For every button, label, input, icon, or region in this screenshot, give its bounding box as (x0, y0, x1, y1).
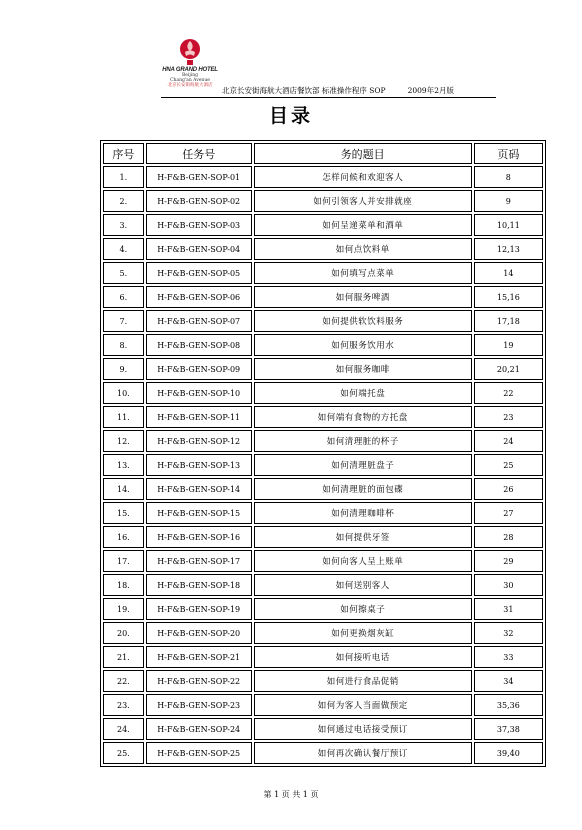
row-page: 9 (474, 190, 543, 212)
table-row (103, 406, 543, 428)
row-no: 7. (103, 310, 144, 332)
table-row (103, 214, 543, 236)
row-code: H-F&B-GEN-SOP-02 (146, 190, 252, 212)
table-row (103, 238, 543, 260)
row-page: 14 (474, 262, 543, 284)
row-topic: 如何端托盘 (254, 382, 472, 404)
row-no: 2. (103, 190, 144, 212)
table-row (103, 526, 543, 548)
row-topic: 如何清理脏的杯子 (254, 430, 472, 452)
row-topic: 如何端有食物的方托盘 (254, 406, 472, 428)
row-code: H-F&B-GEN-SOP-16 (146, 526, 252, 548)
col-header-page: 页码 (474, 143, 543, 164)
table-row (103, 478, 543, 500)
row-page: 27 (474, 502, 543, 524)
document-header (222, 85, 454, 96)
row-code: H-F&B-GEN-SOP-06 (146, 286, 252, 308)
logo-brand: HNA GRAND HOTEL (162, 67, 218, 73)
row-page: 31 (474, 598, 543, 620)
table-row (103, 454, 543, 476)
row-no: 8. (103, 334, 144, 356)
row-code: H-F&B-GEN-SOP-14 (146, 478, 252, 500)
header-text: 北京长安街海航大酒店餐饮部 标准操作程序 SOP (222, 86, 386, 95)
row-no: 5. (103, 262, 144, 284)
row-topic: 如何提供软饮料服务 (254, 310, 472, 332)
row-topic: 如何更换烟灰缸 (254, 622, 472, 644)
row-topic: 如何提供牙签 (254, 526, 472, 548)
row-no: 15. (103, 502, 144, 524)
row-code: H-F&B-GEN-SOP-10 (146, 382, 252, 404)
row-topic: 如何呈递菜单和酒单 (254, 214, 472, 236)
row-page: 23 (474, 406, 543, 428)
row-no: 13. (103, 454, 144, 476)
row-topic: 如何服务饮用水 (254, 334, 472, 356)
row-no: 24. (103, 718, 144, 740)
row-no: 19. (103, 598, 144, 620)
row-no: 21. (103, 646, 144, 668)
table-row (103, 598, 543, 620)
table-row (103, 310, 543, 332)
row-page: 10,11 (474, 214, 543, 236)
table-row (103, 646, 543, 668)
row-page: 20,21 (474, 358, 543, 380)
row-code: H-F&B-GEN-SOP-08 (146, 334, 252, 356)
table-row (103, 382, 543, 404)
row-topic: 如何进行食品促销 (254, 670, 472, 692)
row-code: H-F&B-GEN-SOP-13 (146, 454, 252, 476)
row-page: 37,38 (474, 718, 543, 740)
toc-body (103, 166, 543, 764)
row-no: 6. (103, 286, 144, 308)
table-row (103, 574, 543, 596)
row-no: 4. (103, 238, 144, 260)
row-topic: 如何服务咖啡 (254, 358, 472, 380)
table-row (103, 550, 543, 572)
row-no: 12. (103, 430, 144, 452)
col-header-topic: 务的题目 (254, 143, 472, 164)
col-header-code: 任务号 (146, 143, 252, 164)
row-page: 17,18 (474, 310, 543, 332)
header-date: 2009年2月版 (407, 86, 454, 95)
row-topic: 如何为客人当面做预定 (254, 694, 472, 716)
table-row (103, 430, 543, 452)
row-page: 25 (474, 454, 543, 476)
header-rule (161, 97, 496, 98)
table-row (103, 670, 543, 692)
row-page: 19 (474, 334, 543, 356)
logo-cn-name: 北京长安街海航大酒店 (167, 83, 213, 88)
table-row (103, 286, 543, 308)
row-code: H-F&B-GEN-SOP-03 (146, 214, 252, 236)
row-code: H-F&B-GEN-SOP-25 (146, 742, 252, 764)
row-page: 24 (474, 430, 543, 452)
row-topic: 如何再次确认餐厅预订 (254, 742, 472, 764)
row-code: H-F&B-GEN-SOP-04 (146, 238, 252, 260)
row-no: 25. (103, 742, 144, 764)
row-no: 10. (103, 382, 144, 404)
row-code: H-F&B-GEN-SOP-11 (146, 406, 252, 428)
logo-street: Chang'an Avenue (170, 78, 210, 83)
row-topic: 如何引领客人并安排就座 (254, 190, 472, 212)
row-code: H-F&B-GEN-SOP-09 (146, 358, 252, 380)
row-no: 23. (103, 694, 144, 716)
row-code: H-F&B-GEN-SOP-17 (146, 550, 252, 572)
table-row (103, 742, 543, 764)
row-no: 16. (103, 526, 144, 548)
row-page: 22 (474, 382, 543, 404)
row-code: H-F&B-GEN-SOP-07 (146, 310, 252, 332)
row-page: 15,16 (474, 286, 543, 308)
page-footer: 第 1 页 共 1 页 (263, 790, 319, 799)
row-topic: 如何擦桌子 (254, 598, 472, 620)
row-page: 29 (474, 550, 543, 572)
row-page: 35,36 (474, 694, 543, 716)
row-page: 32 (474, 622, 543, 644)
row-code: H-F&B-GEN-SOP-05 (146, 262, 252, 284)
hotel-logo (160, 38, 220, 89)
row-topic: 如何送别客人 (254, 574, 472, 596)
row-code: H-F&B-GEN-SOP-24 (146, 718, 252, 740)
table-row (103, 502, 543, 524)
row-code: H-F&B-GEN-SOP-01 (146, 166, 252, 188)
table-row (103, 622, 543, 644)
col-header-no: 序号 (103, 143, 144, 164)
row-no: 1. (103, 166, 144, 188)
row-code: H-F&B-GEN-SOP-22 (146, 670, 252, 692)
row-topic: 如何清理咖啡杯 (254, 502, 472, 524)
row-page: 34 (474, 670, 543, 692)
table-row (103, 718, 543, 740)
toc-table (100, 140, 546, 767)
row-topic: 如何清理脏的面包碟 (254, 478, 472, 500)
row-no: 3. (103, 214, 144, 236)
row-no: 14. (103, 478, 144, 500)
row-topic: 怎样问候和欢迎客人 (254, 166, 472, 188)
row-page: 33 (474, 646, 543, 668)
table-row (103, 262, 543, 284)
hna-emblem-icon (179, 38, 201, 66)
row-code: H-F&B-GEN-SOP-15 (146, 502, 252, 524)
logo-city: Beijing (181, 73, 199, 78)
row-code: H-F&B-GEN-SOP-23 (146, 694, 252, 716)
table-row (103, 166, 543, 188)
page-title: 目录 (268, 105, 313, 127)
row-page: 26 (474, 478, 543, 500)
table-row (103, 694, 543, 716)
row-page: 30 (474, 574, 543, 596)
row-topic: 如何向客人呈上账单 (254, 550, 472, 572)
row-no: 11. (103, 406, 144, 428)
row-topic: 如何通过电话接受预订 (254, 718, 472, 740)
row-page: 8 (474, 166, 543, 188)
row-code: H-F&B-GEN-SOP-21 (146, 646, 252, 668)
row-page: 28 (474, 526, 543, 548)
row-code: H-F&B-GEN-SOP-20 (146, 622, 252, 644)
row-code: H-F&B-GEN-SOP-18 (146, 574, 252, 596)
row-page: 12,13 (474, 238, 543, 260)
table-row (103, 334, 543, 356)
row-no: 9. (103, 358, 144, 380)
row-topic: 如何接听电话 (254, 646, 472, 668)
toc-header-row (103, 143, 543, 164)
row-no: 17. (103, 550, 144, 572)
table-row (103, 190, 543, 212)
row-topic: 如何服务啤酒 (254, 286, 472, 308)
row-no: 22. (103, 670, 144, 692)
row-code: H-F&B-GEN-SOP-19 (146, 598, 252, 620)
row-topic: 如何清理脏盘子 (254, 454, 472, 476)
row-no: 18. (103, 574, 144, 596)
row-topic: 如何点饮料单 (254, 238, 472, 260)
row-topic: 如何填写点菜单 (254, 262, 472, 284)
table-row (103, 358, 543, 380)
row-code: H-F&B-GEN-SOP-12 (146, 430, 252, 452)
row-page: 39,40 (474, 742, 543, 764)
row-no: 20. (103, 622, 144, 644)
